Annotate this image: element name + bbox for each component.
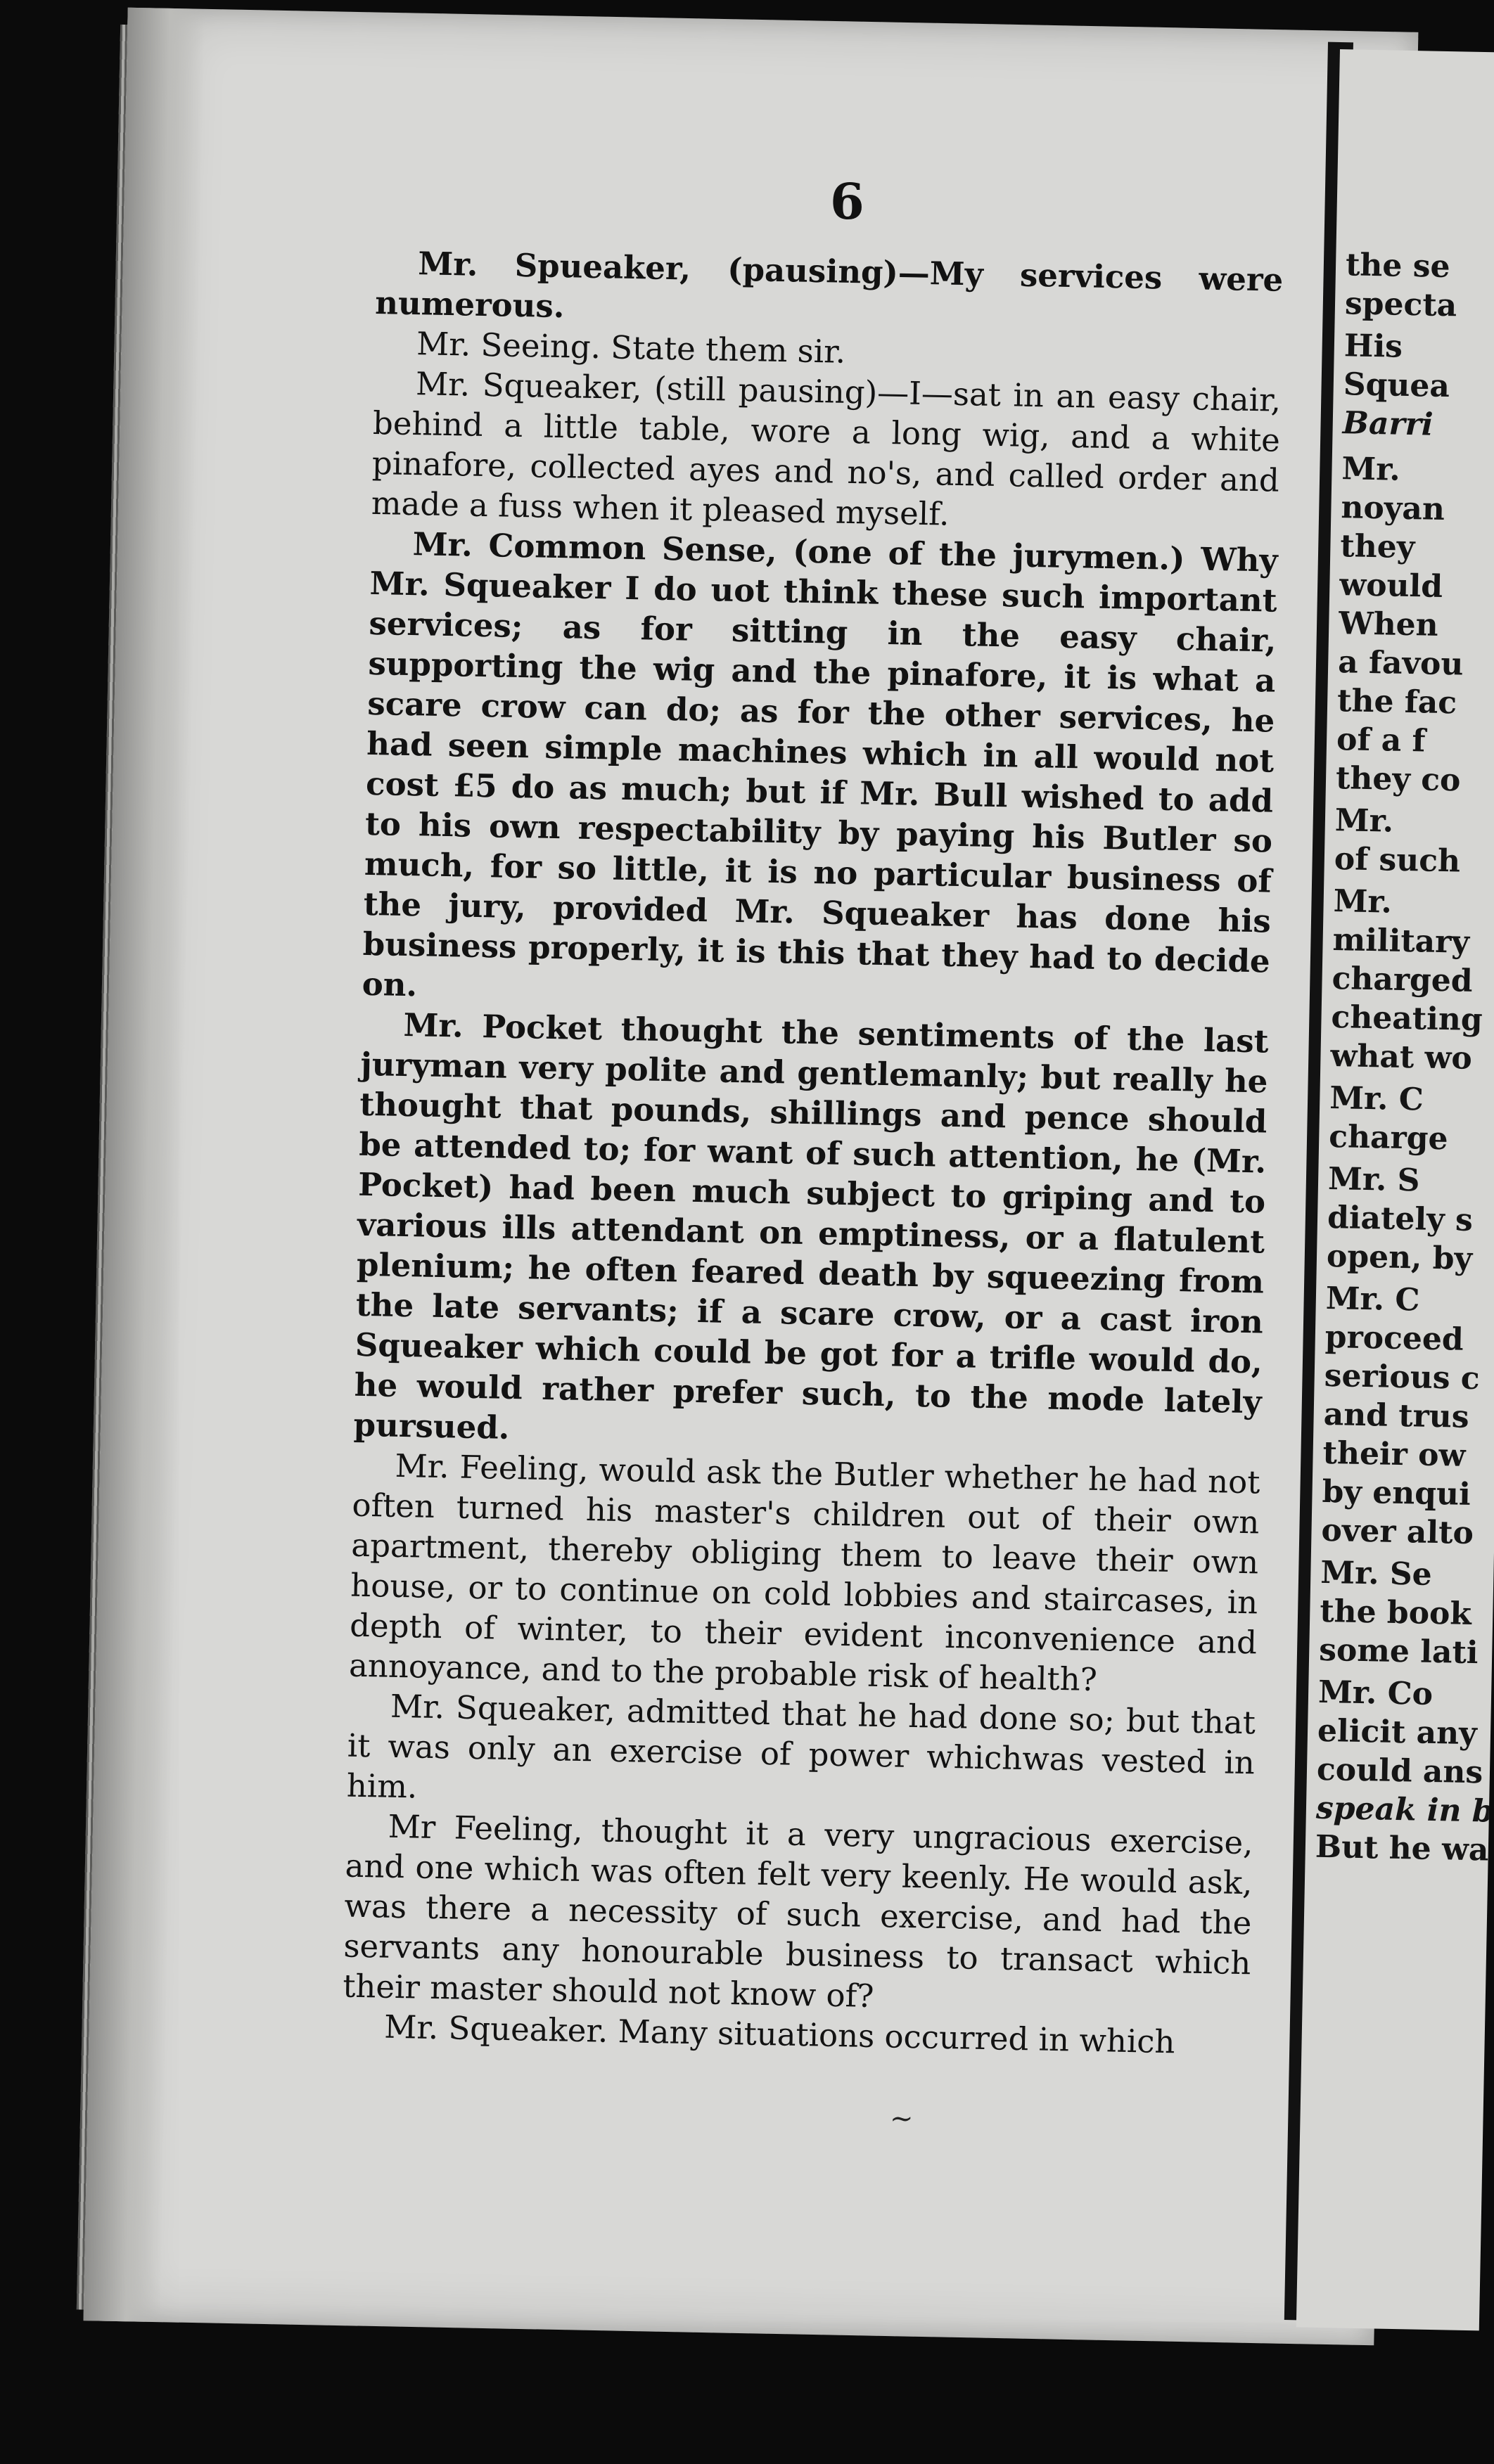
- right-page-line: over alto: [1321, 1512, 1474, 1552]
- right-page-line: noyan: [1341, 489, 1445, 527]
- paragraph: Mr. Common Sense, (one of the jurymen.) Why Mr. Squeaker I do uot think these such important services; as for sitting in the easy chair, supporting the wig and the pinafore, it is what a scare crow can do; as for the other services, he had seen simple machines which in all would not cost £5 do as much; but if Mr. Bull wished to add to his own respectability by paying his Butler so much, for so little, it is no particular business of the jury, provided Mr. Squeaker has done his business properly, it is this that they had to decide on.: [362, 525, 1279, 1004]
- right-page-line: the book: [1319, 1593, 1472, 1632]
- right-page-line: what wo: [1330, 1038, 1473, 1077]
- paragraph: Mr. Squeaker, admitted that he had done so; but that it was only an exercise of power whichwas vested in him.: [346, 1687, 1256, 1806]
- right-page-line: diately s: [1327, 1199, 1474, 1238]
- right-page-line: Mr.: [1333, 883, 1393, 920]
- paragraph: Mr. Spueaker, (pausing)—My services were numerous.: [374, 245, 1284, 326]
- right-page-line: military: [1332, 922, 1470, 961]
- paragraph: Mr. Pocket thought the sentiments of the last juryman very polite and gentlemanly; but really he thought that pounds, shillings and pence should be attended to; for want of such attention, he (Mr. Pocket) had been much subject to griping and to various ills attendant on emptiness, or a flatulent plenium; he often feared death by squeezing from the late servants; if a scare crow, or a cast iron Squeaker which could be got for a trifle would do, he would rather prefer such, to the mode lately pursued.: [353, 1006, 1269, 1446]
- paragraph: Mr Feeling, thought it a very ungracious exercise, and one which was often felt very keenly. He would ask, was there a necessity of such exercise, and had the servants any honourable business to transact which their master should not know of?: [342, 1807, 1254, 2015]
- right-page-line: Mr. C: [1329, 1079, 1424, 1118]
- footer-mark: ~: [890, 2103, 914, 2135]
- paragraph: Mr. Squeaker, (still pausing)—I—sat in an easy chair, behind a little table, wore a long wig, and a white pinafore, collected ayes and no's, and called order and made a fuss when it pleased myself.: [371, 365, 1282, 533]
- paragraph: Mr. Seeing. State them sir.: [416, 325, 846, 371]
- right-page-line: charged: [1332, 961, 1474, 999]
- right-page-line: Barri: [1342, 405, 1434, 443]
- right-page-line: and trus: [1323, 1396, 1470, 1435]
- right-page-line: elicit any: [1317, 1712, 1478, 1752]
- right-page-line: proceed: [1324, 1318, 1464, 1358]
- right-page-line: Mr. C: [1325, 1280, 1420, 1318]
- right-page-line: cheating: [1331, 999, 1483, 1039]
- right-page-line: His: [1343, 328, 1403, 365]
- right-page-line: When: [1338, 605, 1439, 643]
- right-page-line: could ans: [1316, 1751, 1483, 1791]
- right-page-line: open, by: [1326, 1238, 1473, 1277]
- right-page-line: But he wa: [1315, 1828, 1489, 1868]
- right-page-line: specta: [1344, 285, 1457, 324]
- right-page-line: they: [1339, 528, 1415, 566]
- right-page-line: Mr. S: [1327, 1160, 1420, 1199]
- right-page-line: of such: [1334, 841, 1461, 880]
- right-page-line: the se: [1345, 247, 1450, 285]
- right-page-line: Mr. Se: [1320, 1554, 1433, 1593]
- body-text: [342, 243, 1284, 2063]
- page-number: 6: [830, 172, 864, 231]
- right-page-line: some lati: [1318, 1631, 1479, 1671]
- right-page-line: they co: [1335, 760, 1461, 799]
- right-page-line: Mr.: [1341, 451, 1401, 488]
- right-page-line: would: [1339, 567, 1443, 605]
- paragraph: Mr. Feeling, would ask the Butler whether he had not often turned his master's children out of their own apartment, thereby obliging them to leave their own house, or to continue on cold lobbies and staircases, in depth of winter, to their evident inconvenience and annoyance, and to the probable risk of health?: [348, 1446, 1260, 1699]
- right-page-line: serious c: [1324, 1357, 1481, 1397]
- right-page-line: Mr.: [1334, 802, 1394, 840]
- paragraph: Mr. Squeaker. Many situations occurred in which: [383, 2008, 1175, 2061]
- right-page-line: Squea: [1343, 366, 1450, 405]
- right-page-line: the fac: [1336, 683, 1457, 721]
- right-page-line: a favou: [1337, 644, 1464, 683]
- right-page-line: by enqui: [1322, 1473, 1471, 1513]
- right-page-line: Mr. Co: [1317, 1674, 1434, 1712]
- right-page-line: speak in b: [1315, 1790, 1494, 1830]
- right-page-line: their ow: [1322, 1435, 1466, 1474]
- right-page-line: of a f: [1336, 721, 1426, 759]
- right-page-line: charge: [1328, 1118, 1449, 1157]
